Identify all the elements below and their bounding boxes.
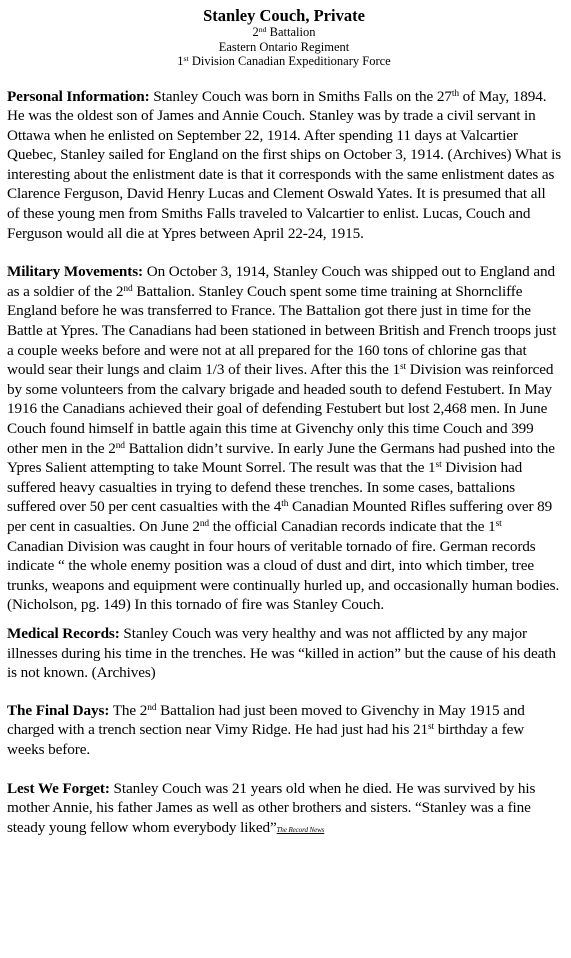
ordinal-sup: nd (123, 283, 133, 294)
medical-text: Stanley Couch was very healthy and was not afflicted by any major illnesses during his time in the trenches. He was “killed in action” but the cause of his death is not known. (Archives) (7, 624, 556, 682)
final-days-section (7, 701, 561, 760)
military-text-5: Division had suffered heavy casualties in trying to defend these trenches. In some cases, battalions suffered over 50 per cent casualties with the 4 (7, 459, 523, 516)
ordinal-sup: nd (199, 518, 210, 529)
military-text-8: Canadian Division was caught in four hours of veritable tornado of fire. German records indicate “ the whole enemy position was a cloud of dust and dirt, into which timber, tree trunks, weapons and equipment were continually hurled up, and occasionally human bodies. (Nicholson, pg. 149) In this tornado of fire was Stanley Couch. (7, 537, 560, 614)
personal-information-section (7, 87, 561, 244)
division-ordinal: st (183, 53, 189, 63)
division-text: Division Canadian Expeditionary Force (188, 54, 391, 68)
battalion-text: Battalion (266, 25, 316, 39)
ordinal-sup: th (451, 88, 459, 99)
battalion-number: 2 (252, 25, 259, 39)
military-text-4: Battalion didn’t survive. In early June the Germans had pushed into the Ypres Salient attempting to take Mount Sorrel. The result was that the 1 (7, 439, 555, 477)
battalion-line (7, 25, 561, 40)
military-text-1: On October 3, 1914, Stanley Couch was shipped out to England and as a soldier of the 2 (7, 263, 555, 300)
final-days-heading: The Final Days: (7, 701, 110, 719)
ordinal-sup: nd (147, 702, 157, 713)
medical-records-section (7, 624, 561, 683)
division-line (7, 54, 561, 69)
lest-we-forget-text: Stanley Couch was 21 years old when he died. He was survived by his mother Annie, his father James as well as other brothers and sisters. “Stanley was a fine steady young fellow whom everybody liked” (7, 779, 536, 836)
battalion-ordinal: nd (258, 24, 267, 34)
military-text-3: Division was reinforced by some volunteers from the calvary brigade and headed south to defend Festubert. In May 1916 the Canadians achieved their goal of defending Festubert but lost 2,468 men. In June Couch found himself in battle again this time at Givenchy only this time Couch and 399 other men in the 2 (7, 361, 554, 457)
final-days-text-1: The 2 (109, 701, 148, 719)
personal-text-1: Stanley Couch was born in Smiths Falls on the 27 (149, 87, 452, 105)
document-header (7, 6, 561, 69)
personal-information-heading: Personal Information: (7, 87, 150, 105)
source-citation: The Record News (276, 825, 325, 834)
regiment-line: Eastern Ontario Regiment (218, 39, 350, 54)
lest-we-forget-heading: Lest We Forget: (7, 779, 110, 797)
ordinal-sup: th (281, 499, 289, 510)
final-days-text-2: Battalion had just been moved to Givenchy in May 1915 and charged with a trench section near Vimy Ridge. He had just had his 21 (7, 701, 525, 739)
ordinal-sup: st (428, 722, 435, 733)
military-movements-section (7, 262, 561, 615)
military-text-2: Battalion. Stanley Couch spent some time training at Shorncliffe England before he was transferred to France. The Battalion got there just in time for the Battle at Ypres. The Canadians had been stationed in between British and French troops just a couple weeks before and were not at all prepared for the 160 tons of chlorine gas that would sear their lungs and claim 1/3 of their lives. After this the 1 (7, 282, 557, 379)
lest-we-forget-section (7, 779, 561, 838)
ordinal-sup: nd (115, 440, 125, 451)
medical-records-heading: Medical Records: (7, 624, 120, 642)
page-title: Stanley Couch, Private (203, 6, 365, 25)
military-text-6: Canadian Mounted Rifles suffering over 89 per cent in casualties. On June 2 (7, 498, 553, 535)
final-days-text-3: birthday a few weeks before. (7, 721, 525, 758)
division-number: 1 (177, 54, 184, 68)
military-text-7: the official Canadian records indicate that the 1 (209, 517, 496, 535)
ordinal-sup: st (495, 518, 502, 529)
military-movements-heading: Military Movements: (7, 263, 144, 281)
personal-text-2: of May, 1894. He was the oldest son of James and Annie Couch. Stanley was by trade a civil servant in Ottawa when he enlisted on September 22, 1914. After spending 11 days at Valcartier Quebec, Stanley sailed for England on the first ships on October 3, 1914. (Archives) What is interesting about the enlistment date is that it corresponds with the same enlistment dates as Clarence Ferguson, David Henry Lucas and Clement Oswald Yates. It is presumed that all of these young men from Smiths Falls traveled to Valcartier to enlist. Lucas, Couch and Ferguson would all die at Ypres between April 22-24, 1915. (7, 87, 562, 242)
ordinal-sup: st (399, 362, 407, 373)
ordinal-sup: st (435, 460, 442, 471)
